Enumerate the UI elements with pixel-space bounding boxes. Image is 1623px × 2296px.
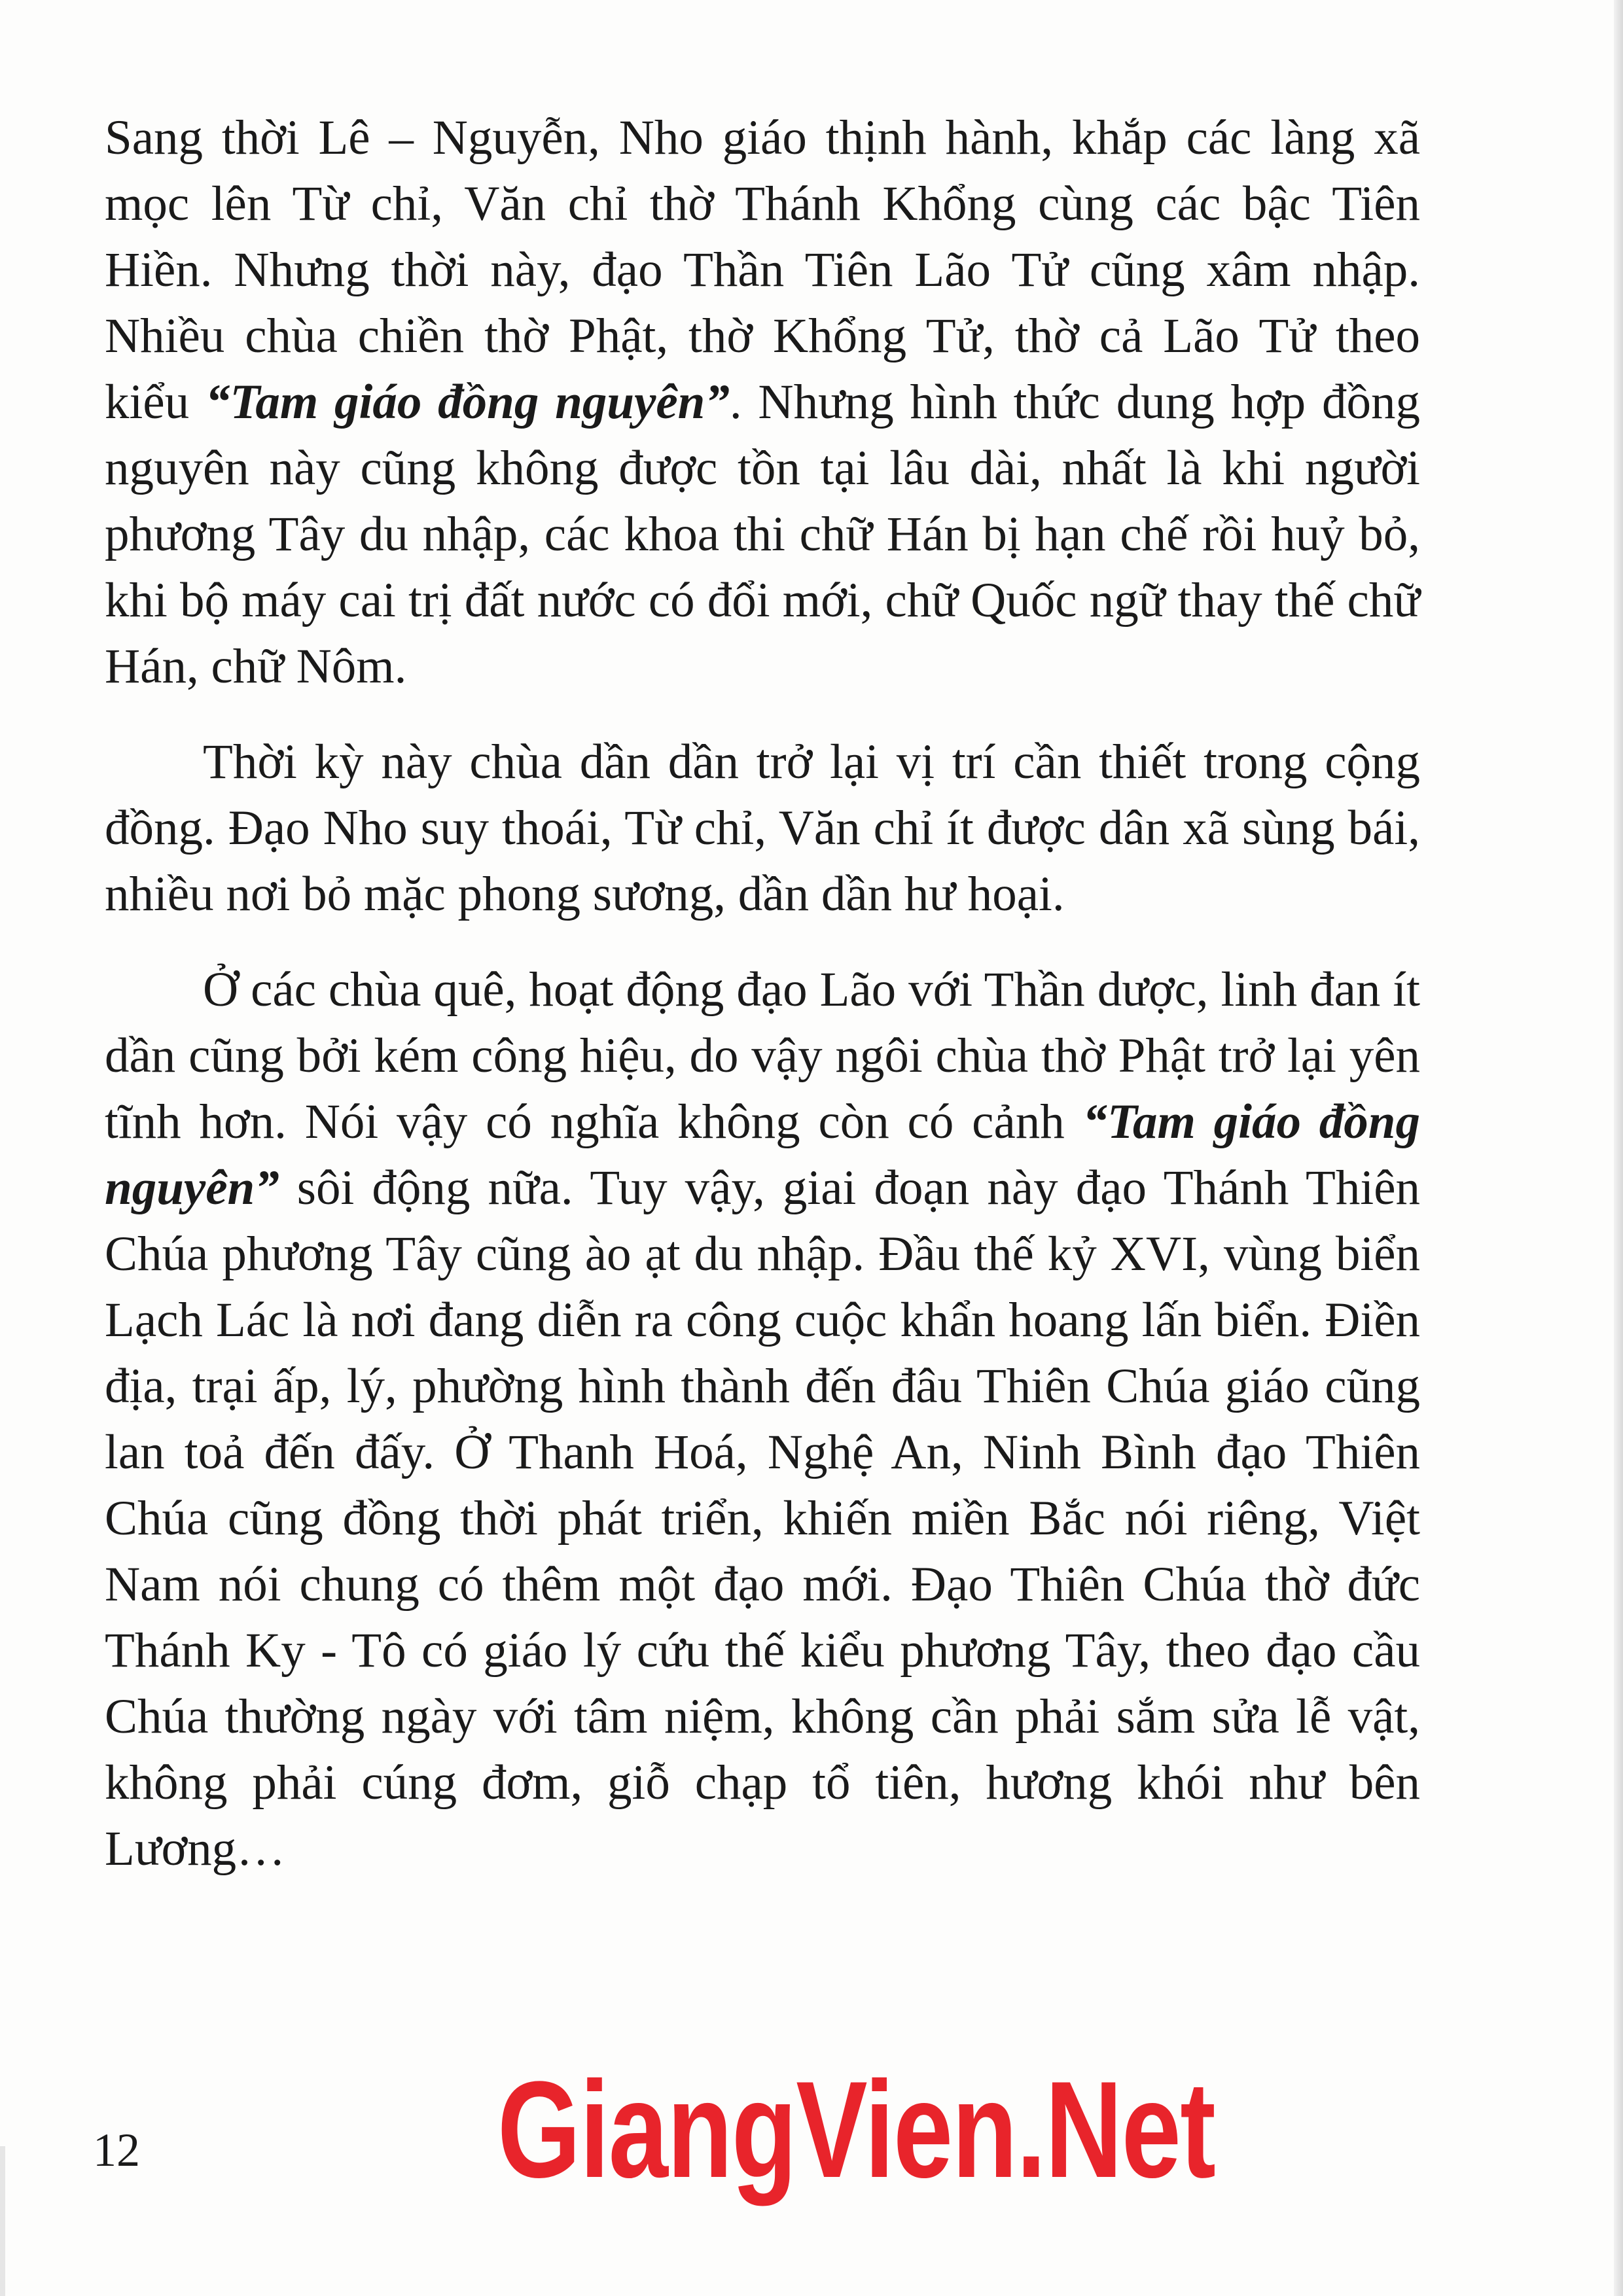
paragraph-3-part-1: Ở các chùa quê, hoạt động đạo Lão với Thần dược, linh đan ít dần cũng bởi kém công hiệu, do vậy ngôi chùa thờ Phật trở lại yên tĩnh hơn. Nói vậy có nghĩa không còn có cảnh — [105, 963, 1420, 1149]
paragraph-2-text: Thời kỳ này chùa dần dần trở lại vị trí cần thiết trong cộng đồng. Đạo Nho suy thoái, Từ chỉ, Văn chỉ ít được dân xã sùng bái, nhiều nơi bỏ mặc phong sương, dần dần hư hoại. — [105, 735, 1420, 921]
body-text — [105, 105, 1420, 1911]
paragraph-3-part-3: sôi động nữa. Tuy vậy, giai đoạn này đạo Thánh Thiên Chúa phương Tây cũng ào ạt du nhập. Đầu thế kỷ XVI, vùng biển Lạch Lác là nơi đang diễn ra công cuộc khẩn hoang lấn biển. Điền địa, trại ấp, lý, phường hình thành đến đâu Thiên Chúa giáo cũng lan toả đến đấy. Ở Thanh Hoá, Nghệ An, Ninh Bình đạo Thiên Chúa cũng đồng thời phát triển, khiến miền Bắc nói riêng, Việt Nam nói chung có thêm một đạo mới. Đạo Thiên Chúa thờ đức Thánh Ky - Tô có giáo lý cứu thế kiểu phương Tây, theo đạo cầu Chúa thường ngày với tâm niệm, không cần phải sắm sửa lễ vật, không phải cúng đơm, giỗ chạp tổ tiên, hương khói như bên Lương… — [105, 1161, 1420, 1876]
paragraph-1 — [105, 105, 1420, 699]
page-number: 12 — [93, 2124, 140, 2176]
watermark-logo: GiangVien.Net — [497, 2053, 1215, 2206]
paragraph-1-part-3: . Nhưng hình thức dung hợp đồng nguyên này cũng không được tồn tại lâu dài, nhất là khi người phương Tây du nhập, các khoa thi chữ Hán bị hạn chế rồi huỷ bỏ, khi bộ máy cai trị đất nước có đổi mới, chữ Quốc ngữ thay thế chữ Hán, chữ Nôm. — [105, 375, 1420, 694]
paragraph-1-part-1: Sang thời Lê – Nguyễn, Nho giáo thịnh hành, khắp các làng xã mọc lên Từ chỉ, Văn chỉ thờ Thánh Khổng cùng các bậc Tiên Hiền. Nhưng thời này, đạo Thần Tiên Lão Tử cũng xâm nhập. Nhiều chùa chiền thờ Phật, thờ Khổng Tử, thờ cả Lão Tử theo kiểu — [105, 111, 1420, 429]
paragraph-2 — [105, 729, 1420, 927]
scan-edge-left — [0, 2146, 5, 2296]
quote-tam-giao-dong-nguyen: “Tam giáo đồng nguyên” — [205, 375, 730, 429]
scan-edge — [1614, 0, 1623, 2296]
quote-tam-giao-dong-nguyen-2: “Tam giáo đồng nguyên” — [105, 1095, 1420, 1215]
paragraph-3 — [105, 957, 1420, 1882]
